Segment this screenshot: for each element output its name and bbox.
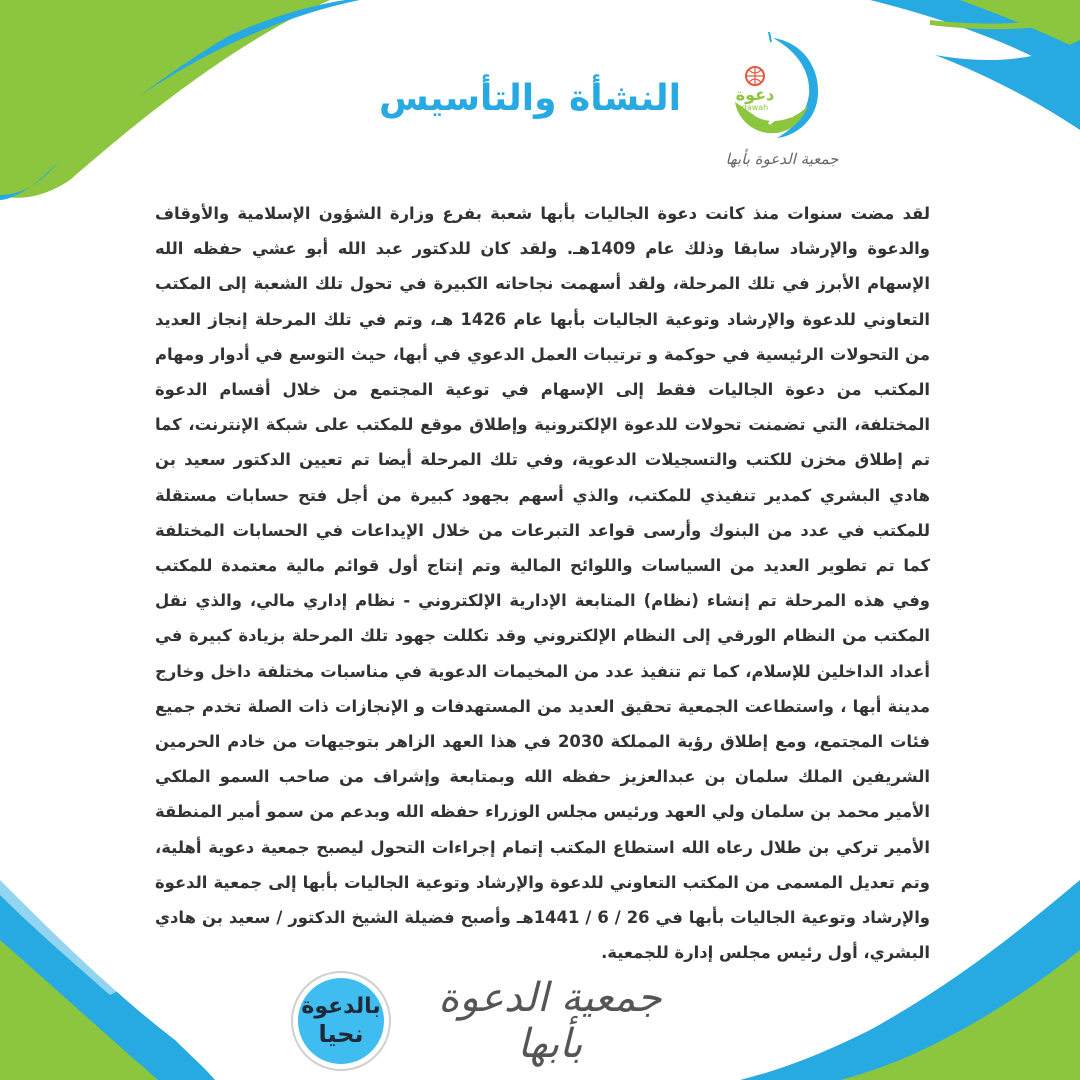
logo-arabic-text: دعوة — [735, 85, 775, 104]
article-body — [155, 196, 930, 970]
logo-latin-text: dawah — [741, 103, 769, 112]
slogan-badge — [298, 978, 384, 1064]
page-title: النشأة والتأسيس — [379, 78, 681, 119]
logo-subtitle: جمعية الدعوة بأبها — [725, 150, 839, 168]
badge-line-1: بالدعوة — [301, 994, 381, 1019]
badge-line-2: نحيا — [318, 1020, 364, 1048]
dawah-logo — [725, 30, 835, 150]
article-paragraph: لقد مضت سنوات منذ كانت دعوة الجاليات بأبها شعبة بفرع وزارة الشؤون الإسلامية والأوقاف والدعوة والإرشاد سابقا وذلك عام 1409هـ. ولقد كان للدكتور عبد الله أبو عشي حفظه الله الإسهام الأبرز في تلك المرحلة، ولقد أسهمت نجاحاته الكبيرة في تحول تلك الشعبة إلى المكتب التعاوني للدعوة والإرشاد وتوعية الجاليات بأبها عام 1426 هـ، وتم في تلك المرحلة إنجاز العديد من التحولات الرئيسية في حوكمة و ترتيبات العمل الدعوي في أبها، حيث التوسع في أدوار ومهام المكتب من دعوة الجاليات فقط إلى الإسهام في توعية المجتمع من خلال أقسام الدعوة المختلفة، التي تضمنت تحولات للدعوة الإلكترونية وإطلاق موقع للمكتب على شبكة الإنترنت، كما تم إطلاق مخزن للكتب والتسجيلات الدعوية، وفي تلك المرحلة أيضا تم تعيين الدكتور سعيد بن هادي البشري كمدير تنفيذي للمكتب، والذي أسهم بجهود كبيرة من أجل فتح حسابات مستقلة للمكتب في عدد من البنوك وأرسى قواعد التبرعات من خلال الإيداعات في الحسابات المختلفة كما تم تطوير العديد من السياسات واللوائح المالية وتم إنتاج أول قوائم مالية معتمدة للمكتب وفي هذه المرحلة تم إنشاء (نظام) المتابعة الإدارية الإلكتروني - نظام إداري مالي، والذي نقل المكتب من النظام الورقي إلى النظام الإلكتروني وقد تكللت جهود تلك المرحلة بزيادة كبيرة في أعداد الداخلين للإسلام، كما تم تنفيذ عدد من المخيمات الدعوية في مناسبات مختلفة داخل وخارج مدينة أبها ، واستطاعت الجمعية تحقيق العديد من المستهدفات و الإنجازات ذات الصلة تخدم جميع فئات المجتمع، ومع إطلاق رؤية المملكة 2030 في هذا العهد الزاهر بتوجيهات من خادم الحرمين الشريفين الملك سلمان بن عبدالعزيز حفظه الله وبمتابعة وإشراف من صاحب السمو الملكي الأمير محمد بن سلمان ولي العهد ورئيس مجلس الوزراء حفظه الله وبدعم من سمو أمير المنطقة الأمير تركي بن طلال رعاه الله استطاع المكتب إتمام إجراءات التحول ليصبح جمعية دعوية أهلية، وتم تعديل المسمى من المكتب التعاوني للدعوة والإرشاد وتوعية الجاليات بأبها إلى جمعية الدعوة والإرشاد وتوعية الجاليات بأبها في 26 / 6 / 1441هـ وأصبح فضيلة الشيخ الدكتور / سعيد بن هادي البشري، أول رئيس مجلس إدارة للجمعية. — [155, 204, 931, 963]
footer-signature: جمعية الدعوة بأبها — [438, 975, 662, 1067]
